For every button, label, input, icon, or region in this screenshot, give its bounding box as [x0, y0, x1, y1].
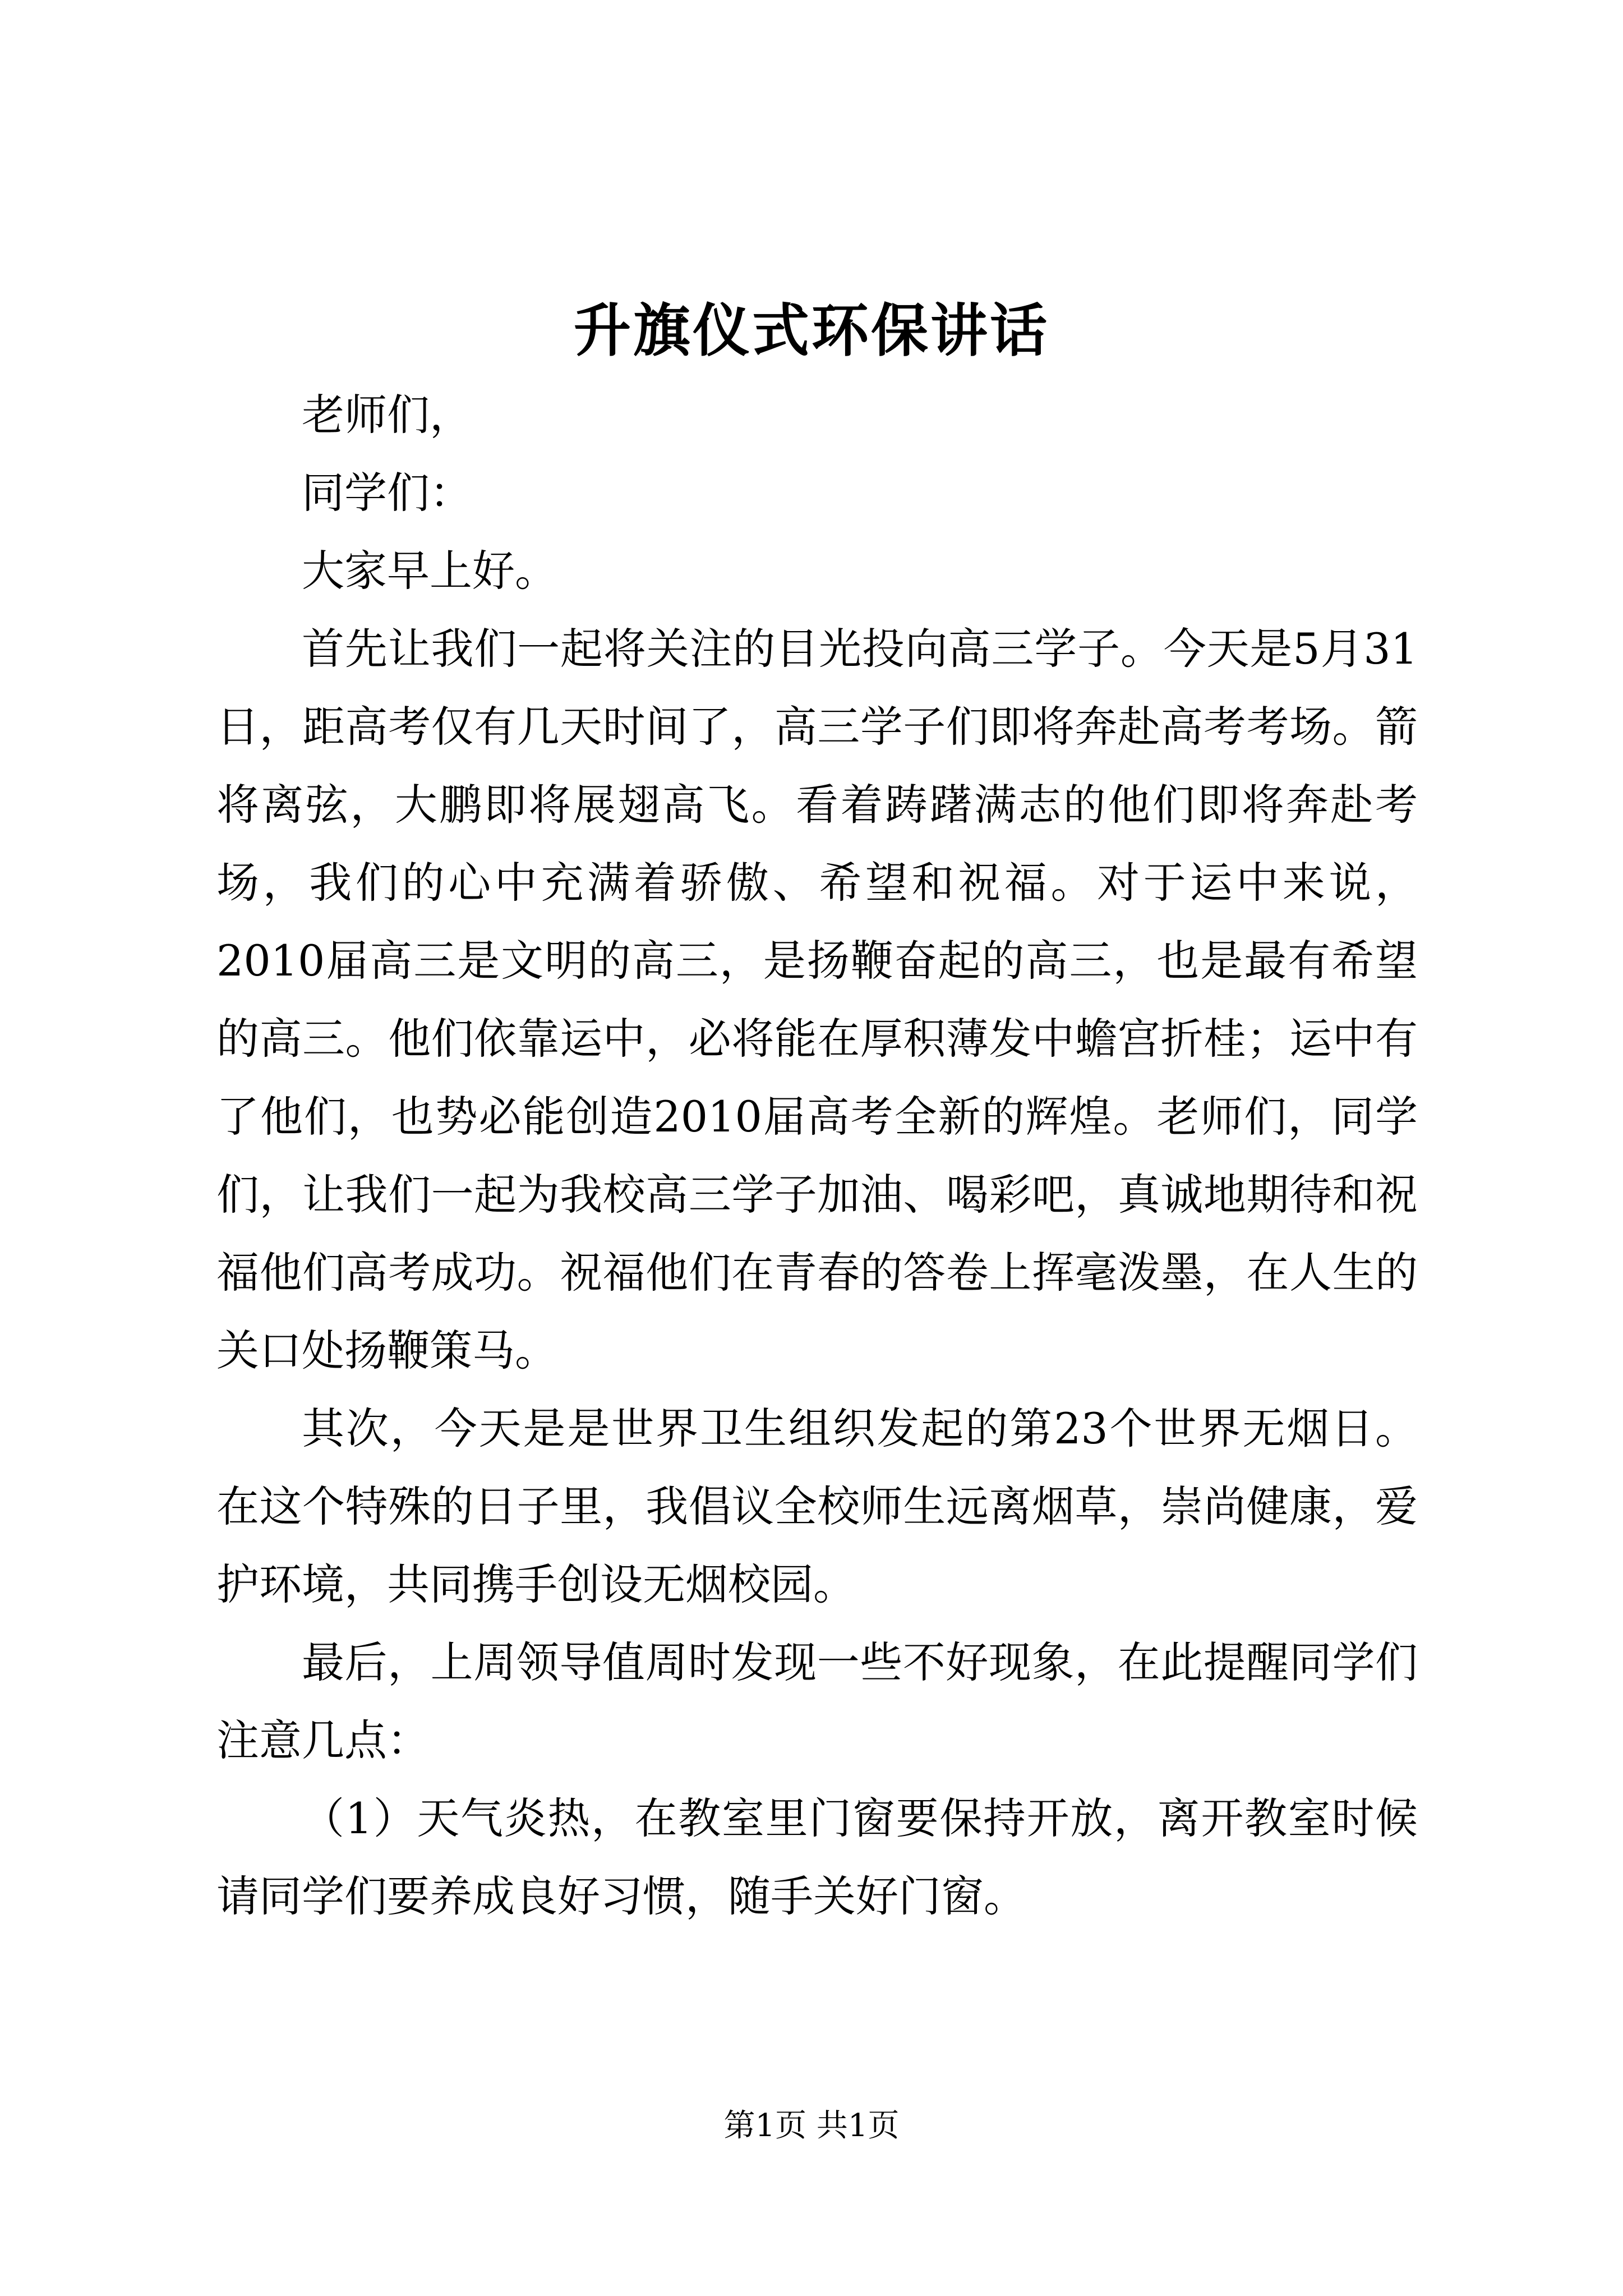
paragraph-good-morning: 大家早上好。	[302, 546, 557, 596]
page-title: 升旗仪式环保讲话	[574, 297, 1049, 365]
paragraph-greeting-students: 同学们：	[302, 468, 472, 518]
page-footer: 第1页 共1页	[723, 2108, 900, 2144]
paragraph-reminders-intro: 最后，上周领导值周时发现一些不好现象，在此提醒同学们注意几点：	[216, 1637, 1418, 1765]
paragraph-greeting-teachers: 老师们，	[302, 390, 472, 440]
paragraph-senior-students: 首先让我们一起将关注的目光投向高三学子。今天是5月31日，距高考仅有几天时间了，高三学子们即将奔赴高考考场。箭将离弦，大鹏即将展翅高飞。看着踌躇满志的他们即将奔赴考场，我们的心中充满着骄傲、希望和祝福。对于运中来说，2010届高三是文明的高三，是扬鞭奋起的高三，也是最有希望的高三。他们依靠运中，必将能在厚积薄发中蟾宫折桂；运中有了他们，也势必能创造2010届高考全新的辉煌。老师们，同学们，让我们一起为我校高三学子加油、喝彩吧，真诚地期待和祝福他们高考成功。祝福他们在青春的答卷上挥毫泼墨，在人生的关口处扬鞭策马。	[216, 624, 1418, 1375]
paragraph-reminder-1: （1）天气炎热，在教室里门窗要保持开放，离开教室时候请同学们要养成良好习惯，随手关好门窗。	[216, 1793, 1418, 1921]
document-body	[216, 376, 1418, 1935]
paragraph-no-tobacco-day: 其次，今天是是世界卫生组织发起的第23个世界无烟日。在这个特殊的日子里，我倡议全校师生远离烟草，崇尚健康，爱护环境，共同携手创设无烟校园。	[216, 1404, 1418, 1609]
